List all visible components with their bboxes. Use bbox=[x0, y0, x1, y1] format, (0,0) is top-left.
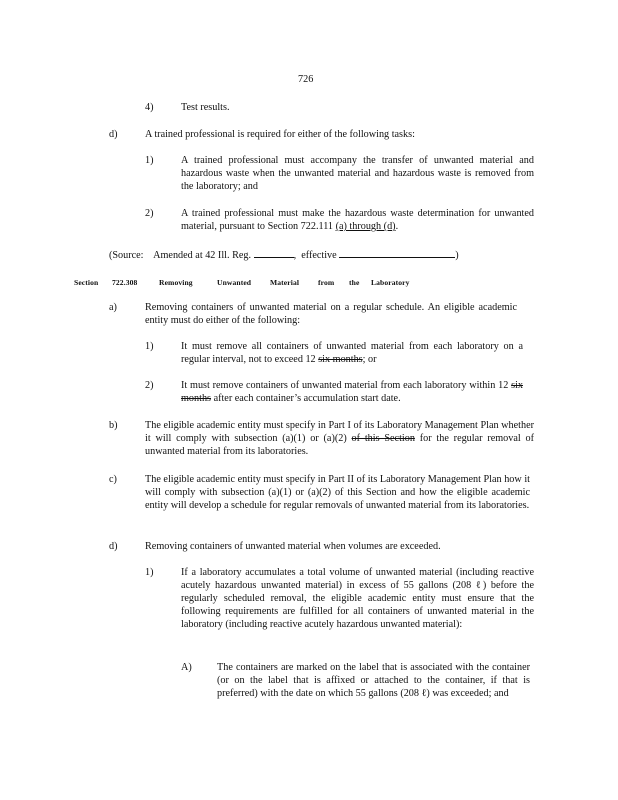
item-d2-number: 2) bbox=[145, 208, 154, 219]
item-d1-number: 1) bbox=[145, 155, 154, 166]
blank-register-number bbox=[254, 247, 294, 258]
item-d-text: A trained professional is required for either of the following tasks: bbox=[145, 129, 415, 140]
page-number: 726 bbox=[298, 74, 314, 85]
item-d2-underlined: (a) through (d) bbox=[335, 221, 396, 232]
sub-d1-text: If a laboratory accumulates a total volume of unwanted material (including reactive acutely hazardous unwanted material) in excess of 55 gallons (208 ℓ) before the regularly scheduled removal, the eligible academic entity must ensure that the following requirements are fulfilled for all containers of unwanted material in the laboratory (including reactive acutely hazardous unwanted material): bbox=[181, 567, 534, 630]
sub-b-number: b) bbox=[109, 420, 118, 431]
sub-a-text: Removing containers of unwanted material on a regular schedule. An eligible academic entity must do either of the following: bbox=[145, 302, 517, 326]
sub-a1-text: It must remove all containers of unwanted material from each laboratory on a regular interval, not to exceed 12 six months; or bbox=[181, 341, 523, 365]
item-d1-text: A trained professional must accompany the transfer of unwanted material and hazardous waste when the unwanted material and hazardous waste is removed from the laboratory; and bbox=[181, 155, 534, 192]
sub-b-text: The eligible academic entity must specify in Part I of its Laboratory Management Plan whether it will comply with subsection (a)(1) or (a)(2) of this Section for the regular removal of unwanted material from its laboratories. bbox=[145, 420, 535, 457]
sub-c-number: c) bbox=[109, 474, 117, 485]
sub-a2-number: 2) bbox=[145, 380, 154, 391]
item-4-number: 4) bbox=[145, 102, 154, 113]
sub-d-text: Removing containers of unwanted material when volumes are exceeded. bbox=[145, 541, 441, 552]
sub-dA-text: The containers are marked on the label that is associated with the container (or on the label that is affixed or attached to the container, if that is preferred) with the date on which 55 gallons (208 ℓ) was exceeded; and bbox=[217, 662, 530, 699]
blank-effective-date bbox=[339, 247, 455, 258]
sub-b-struck: of this Section bbox=[351, 433, 415, 444]
sub-d-number: d) bbox=[109, 541, 118, 552]
sub-a2-struck: six months bbox=[181, 380, 523, 404]
source-note: (Source: Amended at 42 Ill. Reg. , effective ) bbox=[109, 247, 459, 262]
sub-dA-number: A) bbox=[181, 662, 192, 673]
item-d2-text: A trained professional must make the hazardous waste determination for unwanted material, pursuant to Section 722.111 (a) through (d). bbox=[181, 208, 534, 232]
section-heading: Section 722.308 Removing Unwanted Material from the Laboratory bbox=[74, 278, 410, 287]
sub-a2-text: It must remove containers of unwanted material from each laboratory within 12 six months after each container’s accumulation start date. bbox=[181, 380, 523, 404]
item-d-number: d) bbox=[109, 129, 118, 140]
sub-a1-struck: six months bbox=[318, 354, 363, 365]
sub-a1-number: 1) bbox=[145, 341, 154, 352]
sub-a-number: a) bbox=[109, 302, 117, 313]
sub-c-text: The eligible academic entity must specify in Part II of its Laboratory Management Plan how it will comply with subsection (a)(1) or (a)(2) of this Section and how the eligible academic entity will develop a schedule for regular removals of unwanted material from its laboratories. bbox=[145, 474, 530, 511]
item-4-text: Test results. bbox=[181, 102, 230, 113]
sub-d1-number: 1) bbox=[145, 567, 154, 578]
